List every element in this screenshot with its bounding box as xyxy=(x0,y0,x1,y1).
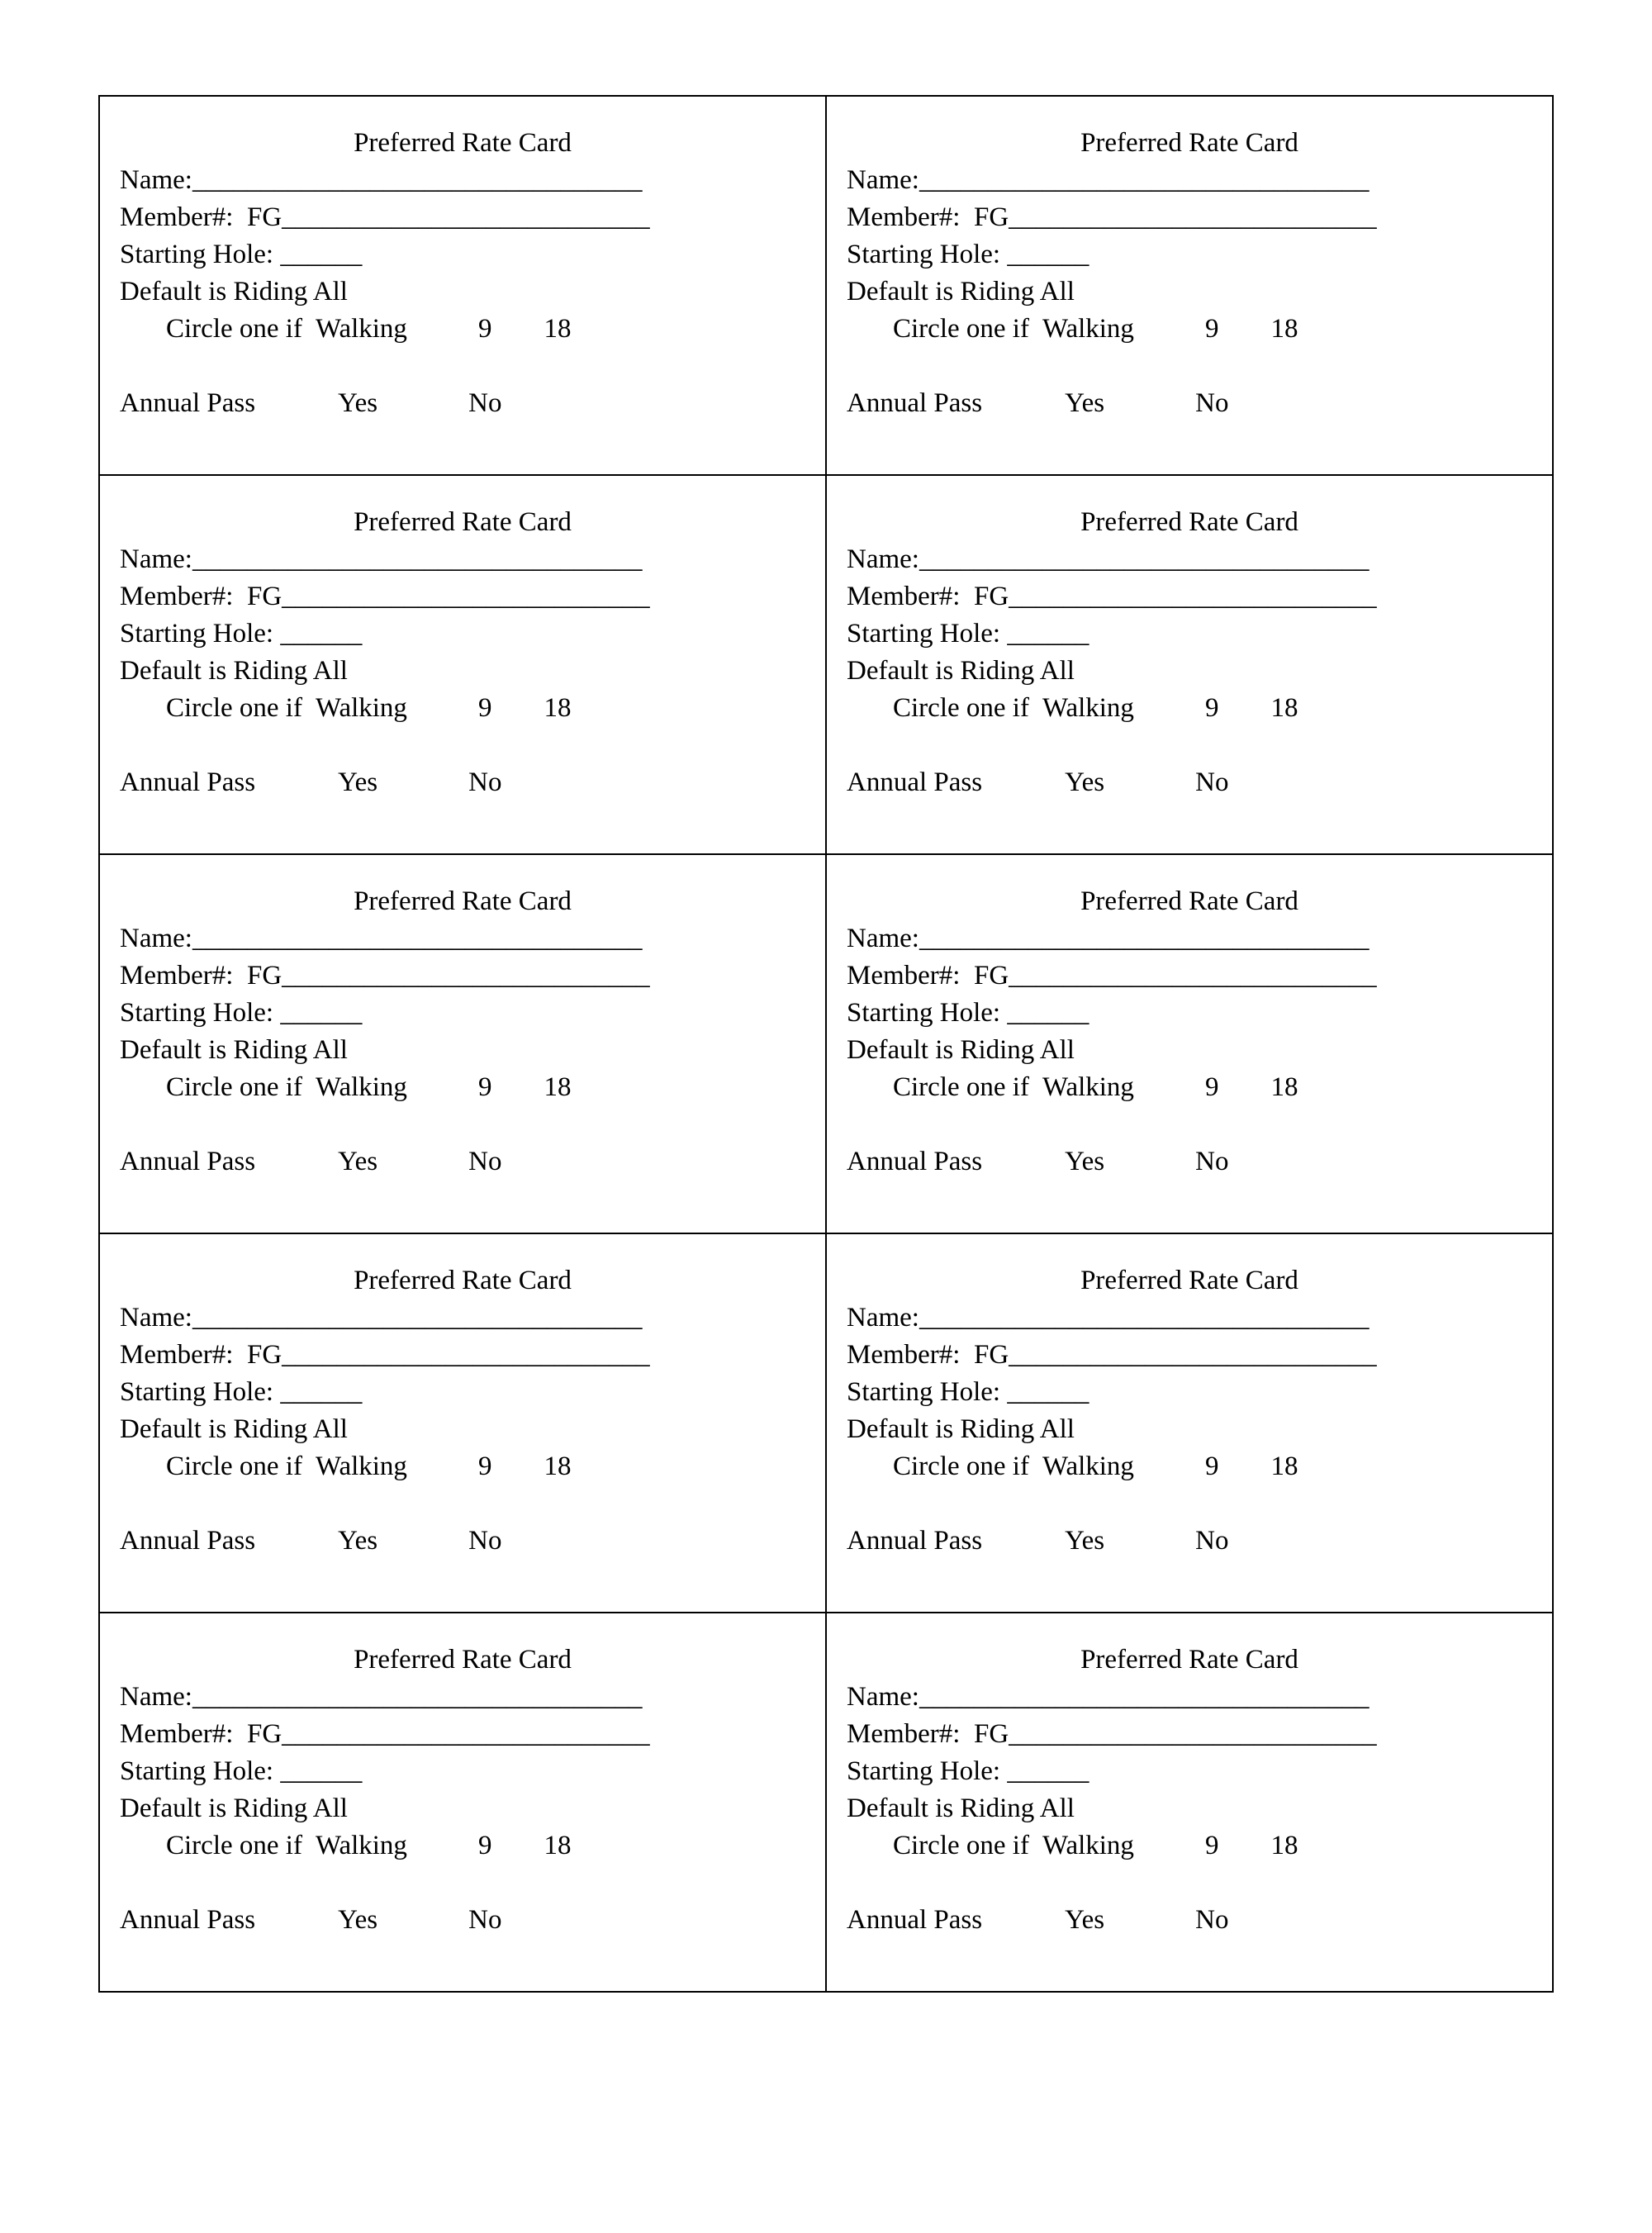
circle-one-label: Circle one if xyxy=(893,1451,1029,1481)
name-label: Name: xyxy=(120,1303,192,1333)
name-line xyxy=(120,920,805,957)
walking-option: Walking xyxy=(1042,1831,1134,1860)
annual-pass-line xyxy=(120,385,805,422)
starting-hole-blank-field: ______ xyxy=(1007,1756,1089,1786)
walking-option: Walking xyxy=(1042,314,1134,344)
preferred-rate-card xyxy=(99,1613,826,1992)
starting-hole-blank-field: ______ xyxy=(280,998,363,1028)
starting-hole-blank-field: ______ xyxy=(1007,998,1089,1028)
member-line xyxy=(120,199,805,236)
annual-pass-line xyxy=(847,385,1532,422)
member-blank-field: ___________________________ xyxy=(1009,1719,1377,1749)
circle-one-line xyxy=(120,1448,805,1485)
name-line xyxy=(847,162,1532,199)
preferred-rate-card xyxy=(99,1233,826,1613)
member-line xyxy=(120,957,805,995)
annual-pass-label: Annual Pass xyxy=(847,1526,983,1556)
annual-pass-yes-option: Yes xyxy=(1065,1526,1105,1556)
walking-option: Walking xyxy=(1042,693,1134,723)
annual-pass-no-option: No xyxy=(468,388,502,418)
starting-hole-line xyxy=(120,236,805,273)
eighteen-holes-option: 18 xyxy=(544,1451,572,1481)
annual-pass-yes-option: Yes xyxy=(338,1147,378,1176)
name-blank-field: _________________________________ xyxy=(192,1682,643,1712)
annual-pass-label: Annual Pass xyxy=(847,388,983,418)
member-blank-field: ___________________________ xyxy=(1009,1340,1377,1370)
circle-one-line xyxy=(847,690,1532,727)
walking-option: Walking xyxy=(1042,1072,1134,1102)
card-title: Preferred Rate Card xyxy=(1080,886,1298,916)
member-label: Member#: FG xyxy=(847,202,1009,232)
eighteen-holes-option: 18 xyxy=(1270,314,1298,344)
card-title: Preferred Rate Card xyxy=(354,507,572,537)
eighteen-holes-option: 18 xyxy=(544,693,572,723)
annual-pass-no-option: No xyxy=(468,767,502,797)
annual-pass-line xyxy=(120,764,805,801)
starting-hole-blank-field: ______ xyxy=(1007,1377,1089,1407)
name-line xyxy=(120,541,805,578)
starting-hole-line xyxy=(847,995,1532,1032)
annual-pass-no-option: No xyxy=(1195,767,1229,797)
eighteen-holes-option: 18 xyxy=(1270,1831,1298,1860)
name-blank-field: _________________________________ xyxy=(192,165,643,195)
preferred-rate-card xyxy=(99,854,826,1233)
starting-hole-line xyxy=(120,1374,805,1411)
annual-pass-label: Annual Pass xyxy=(847,1905,983,1935)
annual-pass-line xyxy=(847,1902,1532,1939)
circle-one-label: Circle one if xyxy=(893,314,1029,344)
name-label: Name: xyxy=(120,1682,192,1712)
nine-holes-option: 9 xyxy=(1204,1072,1219,1102)
circle-one-line xyxy=(120,1827,805,1865)
starting-hole-label: Starting Hole: xyxy=(847,998,1008,1028)
circle-one-label: Circle one if xyxy=(166,1072,302,1102)
preferred-rate-card xyxy=(99,96,826,475)
member-label: Member#: FG xyxy=(120,582,282,611)
annual-pass-yes-option: Yes xyxy=(338,1905,378,1935)
default-riding-line: Default is Riding All xyxy=(847,277,1075,306)
name-blank-field: _________________________________ xyxy=(919,1682,1370,1712)
name-label: Name: xyxy=(120,924,192,953)
annual-pass-no-option: No xyxy=(1195,1905,1229,1935)
nine-holes-option: 9 xyxy=(477,314,492,344)
name-label: Name: xyxy=(847,1682,919,1712)
circle-one-label: Circle one if xyxy=(166,1451,302,1481)
annual-pass-no-option: No xyxy=(468,1147,502,1176)
member-line xyxy=(120,1716,805,1753)
starting-hole-label: Starting Hole: xyxy=(847,1756,1008,1786)
eighteen-holes-option: 18 xyxy=(1270,693,1298,723)
starting-hole-blank-field: ______ xyxy=(280,1377,363,1407)
annual-pass-no-option: No xyxy=(468,1905,502,1935)
member-line xyxy=(120,1337,805,1374)
name-blank-field: _________________________________ xyxy=(192,1303,643,1333)
name-line xyxy=(847,541,1532,578)
name-line xyxy=(847,920,1532,957)
eighteen-holes-option: 18 xyxy=(1270,1451,1298,1481)
annual-pass-yes-option: Yes xyxy=(1065,388,1105,418)
member-label: Member#: FG xyxy=(847,1719,1009,1749)
annual-pass-label: Annual Pass xyxy=(120,1147,256,1176)
card-title: Preferred Rate Card xyxy=(354,1645,572,1675)
member-label: Member#: FG xyxy=(847,582,1009,611)
annual-pass-no-option: No xyxy=(1195,388,1229,418)
name-label: Name: xyxy=(120,544,192,574)
annual-pass-yes-option: Yes xyxy=(338,767,378,797)
walking-option: Walking xyxy=(315,1831,407,1860)
annual-pass-yes-option: Yes xyxy=(338,388,378,418)
member-line xyxy=(847,957,1532,995)
member-blank-field: ___________________________ xyxy=(282,961,650,991)
default-riding-line: Default is Riding All xyxy=(120,1794,348,1823)
eighteen-holes-option: 18 xyxy=(544,1072,572,1102)
annual-pass-label: Annual Pass xyxy=(120,767,256,797)
annual-pass-label: Annual Pass xyxy=(847,1147,983,1176)
rate-card-sheet xyxy=(98,95,1554,1993)
name-label: Name: xyxy=(847,924,919,953)
starting-hole-label: Starting Hole: xyxy=(120,619,281,649)
member-blank-field: ___________________________ xyxy=(1009,582,1377,611)
annual-pass-label: Annual Pass xyxy=(120,1526,256,1556)
default-riding-line: Default is Riding All xyxy=(120,656,348,686)
starting-hole-line xyxy=(847,1374,1532,1411)
starting-hole-blank-field: ______ xyxy=(280,619,363,649)
member-blank-field: ___________________________ xyxy=(1009,202,1377,232)
nine-holes-option: 9 xyxy=(1204,1451,1219,1481)
starting-hole-label: Starting Hole: xyxy=(847,240,1008,269)
name-blank-field: _________________________________ xyxy=(192,924,643,953)
member-blank-field: ___________________________ xyxy=(282,582,650,611)
starting-hole-line xyxy=(120,615,805,653)
nine-holes-option: 9 xyxy=(477,1831,492,1860)
annual-pass-no-option: No xyxy=(1195,1526,1229,1556)
member-blank-field: ___________________________ xyxy=(282,1340,650,1370)
eighteen-holes-option: 18 xyxy=(1270,1072,1298,1102)
annual-pass-yes-option: Yes xyxy=(338,1526,378,1556)
annual-pass-no-option: No xyxy=(1195,1147,1229,1176)
preferred-rate-card xyxy=(99,475,826,854)
starting-hole-line xyxy=(847,236,1532,273)
starting-hole-line xyxy=(120,1753,805,1790)
annual-pass-label: Annual Pass xyxy=(847,767,983,797)
name-line xyxy=(847,1679,1532,1716)
member-label: Member#: FG xyxy=(120,202,282,232)
annual-pass-line xyxy=(120,1523,805,1560)
name-label: Name: xyxy=(847,544,919,574)
name-blank-field: _________________________________ xyxy=(919,544,1370,574)
default-riding-line: Default is Riding All xyxy=(847,656,1075,686)
nine-holes-option: 9 xyxy=(477,693,492,723)
name-line xyxy=(120,162,805,199)
member-line xyxy=(847,199,1532,236)
starting-hole-line xyxy=(847,615,1532,653)
nine-holes-option: 9 xyxy=(1204,314,1219,344)
name-label: Name: xyxy=(847,1303,919,1333)
member-label: Member#: FG xyxy=(120,1340,282,1370)
circle-one-line xyxy=(847,311,1532,348)
member-label: Member#: FG xyxy=(120,961,282,991)
circle-one-label: Circle one if xyxy=(893,1072,1029,1102)
starting-hole-blank-field: ______ xyxy=(1007,240,1089,269)
card-title: Preferred Rate Card xyxy=(1080,1266,1298,1295)
preferred-rate-card xyxy=(826,1613,1553,1992)
nine-holes-option: 9 xyxy=(1204,1831,1219,1860)
walking-option: Walking xyxy=(315,693,407,723)
preferred-rate-card xyxy=(826,475,1553,854)
member-line xyxy=(847,578,1532,615)
circle-one-label: Circle one if xyxy=(166,1831,302,1860)
card-title: Preferred Rate Card xyxy=(1080,1645,1298,1675)
annual-pass-label: Annual Pass xyxy=(120,1905,256,1935)
nine-holes-option: 9 xyxy=(1204,693,1219,723)
card-title: Preferred Rate Card xyxy=(1080,128,1298,158)
starting-hole-label: Starting Hole: xyxy=(847,619,1008,649)
default-riding-line: Default is Riding All xyxy=(847,1035,1075,1065)
name-label: Name: xyxy=(847,165,919,195)
name-blank-field: _________________________________ xyxy=(919,1303,1370,1333)
starting-hole-blank-field: ______ xyxy=(280,240,363,269)
default-riding-line: Default is Riding All xyxy=(847,1414,1075,1444)
member-line xyxy=(847,1716,1532,1753)
member-blank-field: ___________________________ xyxy=(282,202,650,232)
member-line xyxy=(120,578,805,615)
default-riding-line: Default is Riding All xyxy=(120,1035,348,1065)
circle-one-label: Circle one if xyxy=(166,314,302,344)
annual-pass-no-option: No xyxy=(468,1526,502,1556)
card-title: Preferred Rate Card xyxy=(354,1266,572,1295)
starting-hole-blank-field: ______ xyxy=(280,1756,363,1786)
annual-pass-line xyxy=(847,764,1532,801)
circle-one-line xyxy=(120,1069,805,1106)
starting-hole-label: Starting Hole: xyxy=(120,998,281,1028)
annual-pass-yes-option: Yes xyxy=(1065,1147,1105,1176)
walking-option: Walking xyxy=(1042,1451,1134,1481)
default-riding-line: Default is Riding All xyxy=(120,1414,348,1444)
name-blank-field: _________________________________ xyxy=(919,165,1370,195)
name-blank-field: _________________________________ xyxy=(192,544,643,574)
walking-option: Walking xyxy=(315,1072,407,1102)
member-line xyxy=(847,1337,1532,1374)
member-label: Member#: FG xyxy=(847,1340,1009,1370)
starting-hole-label: Starting Hole: xyxy=(120,1377,281,1407)
preferred-rate-card xyxy=(826,96,1553,475)
circle-one-line xyxy=(120,311,805,348)
name-label: Name: xyxy=(120,165,192,195)
member-blank-field: ___________________________ xyxy=(282,1719,650,1749)
preferred-rate-card xyxy=(826,1233,1553,1613)
member-label: Member#: FG xyxy=(120,1719,282,1749)
circle-one-label: Circle one if xyxy=(893,693,1029,723)
circle-one-line xyxy=(847,1448,1532,1485)
card-title: Preferred Rate Card xyxy=(354,128,572,158)
default-riding-line: Default is Riding All xyxy=(120,277,348,306)
member-label: Member#: FG xyxy=(847,961,1009,991)
circle-one-line xyxy=(847,1069,1532,1106)
default-riding-line: Default is Riding All xyxy=(847,1794,1075,1823)
starting-hole-blank-field: ______ xyxy=(1007,619,1089,649)
annual-pass-line xyxy=(847,1523,1532,1560)
card-title: Preferred Rate Card xyxy=(354,886,572,916)
annual-pass-line xyxy=(120,1143,805,1181)
eighteen-holes-option: 18 xyxy=(544,1831,572,1860)
annual-pass-label: Annual Pass xyxy=(120,388,256,418)
name-line xyxy=(120,1679,805,1716)
name-line xyxy=(847,1299,1532,1337)
circle-one-label: Circle one if xyxy=(166,693,302,723)
annual-pass-yes-option: Yes xyxy=(1065,1905,1105,1935)
member-blank-field: ___________________________ xyxy=(1009,961,1377,991)
nine-holes-option: 9 xyxy=(477,1451,492,1481)
starting-hole-label: Starting Hole: xyxy=(120,1756,281,1786)
name-blank-field: _________________________________ xyxy=(919,924,1370,953)
annual-pass-line xyxy=(847,1143,1532,1181)
starting-hole-line xyxy=(847,1753,1532,1790)
eighteen-holes-option: 18 xyxy=(544,314,572,344)
walking-option: Walking xyxy=(315,1451,407,1481)
annual-pass-line xyxy=(120,1902,805,1939)
card-title: Preferred Rate Card xyxy=(1080,507,1298,537)
starting-hole-label: Starting Hole: xyxy=(120,240,281,269)
starting-hole-line xyxy=(120,995,805,1032)
starting-hole-label: Starting Hole: xyxy=(847,1377,1008,1407)
circle-one-label: Circle one if xyxy=(893,1831,1029,1860)
walking-option: Walking xyxy=(315,314,407,344)
annual-pass-yes-option: Yes xyxy=(1065,767,1105,797)
preferred-rate-card xyxy=(826,854,1553,1233)
nine-holes-option: 9 xyxy=(477,1072,492,1102)
circle-one-line xyxy=(847,1827,1532,1865)
name-line xyxy=(120,1299,805,1337)
circle-one-line xyxy=(120,690,805,727)
